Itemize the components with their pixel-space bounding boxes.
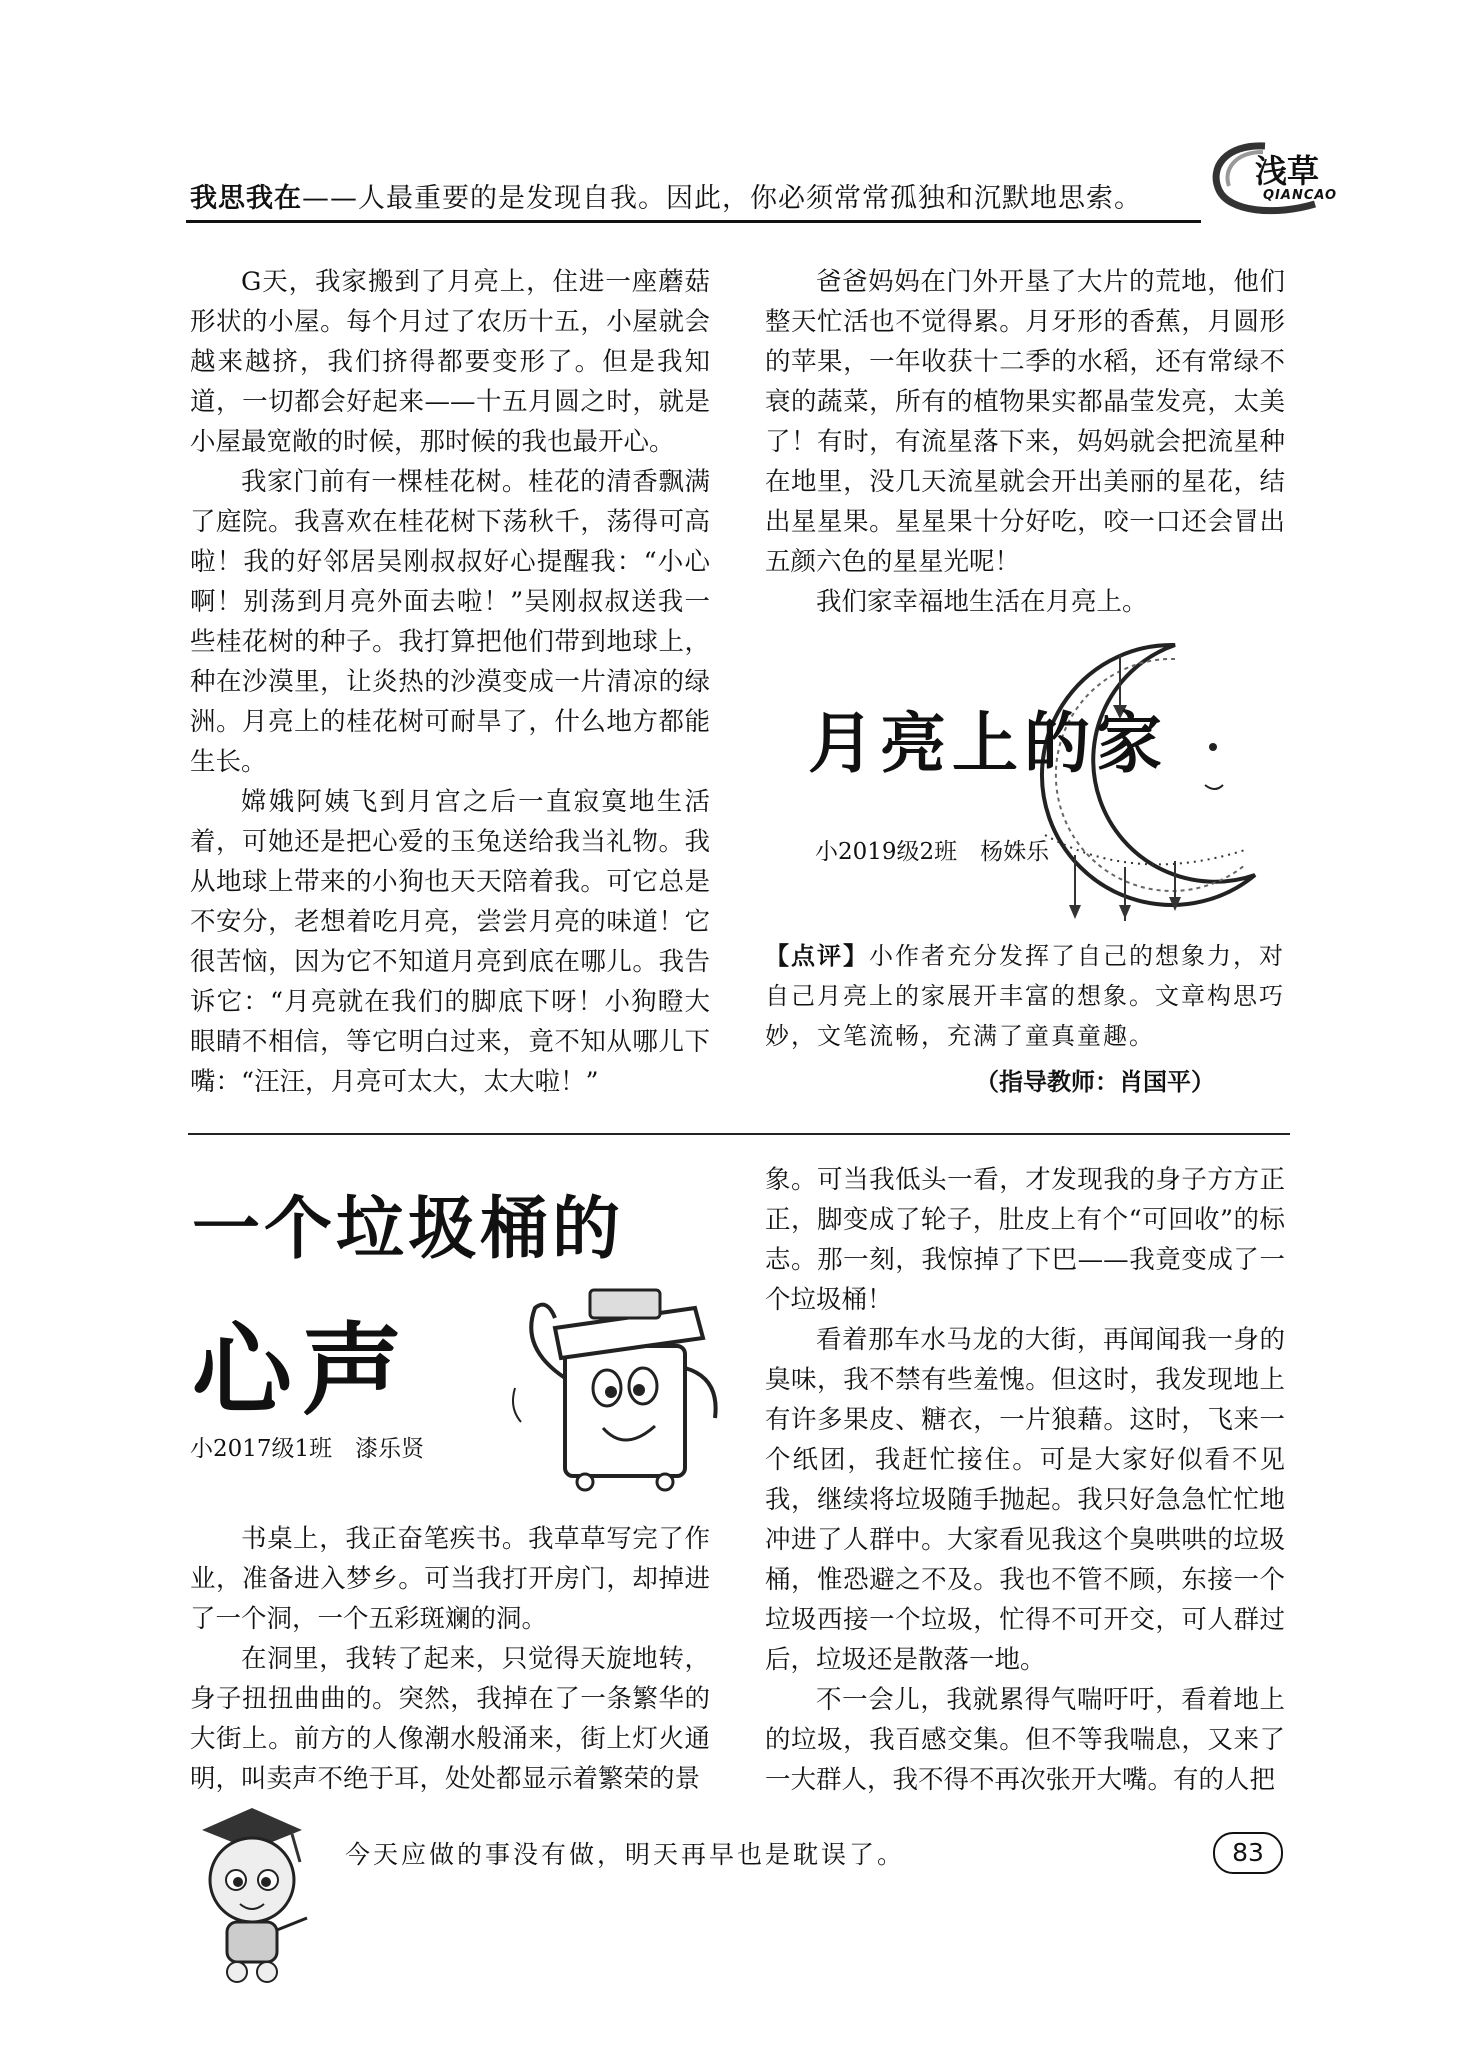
- article2-title-line1: 一个垃圾桶的: [192, 1190, 625, 1269]
- magazine-logo: [1205, 138, 1355, 218]
- logo-text: 浅草: [1255, 152, 1320, 190]
- article2-paragraph-2: 在洞里，我转了起来，只觉得天旋地转，身子扭扭曲曲的。突然，我掉在了一条繁华的大街上。前方的人像潮水般涌来，街上灯火通明，叫卖声不绝于耳，处处都显示着繁荣的景: [190, 1644, 710, 1794]
- column-name: 我思我在: [190, 183, 302, 214]
- article1-teacher: （指导教师：肖国平）: [975, 1068, 1215, 1096]
- article1-paragraph-3: 嫦娥阿姨飞到月宫之后一直寂寞地生活着，可她还是把心爱的玉兔送给我当礼物。我从地球上带来的小狗也天天陪着我。可它总是不安分，老想着吃月亮，尝尝月亮的味道！它很苦恼，因为它不知道月亮到底在哪儿。我告诉它：“月亮就在我们的脚底下呀！小狗瞪大眼睛不相信，等它明白过来，竟不知从哪儿下嘴：“汪汪，月亮可太大，太大啦！”: [190, 787, 710, 1097]
- article1-paragraph-1: G天，我家搬到了月亮上，住进一座蘑菇形状的小屋。每个月过了农历十五，小屋就会越来越挤，我们挤得都要变形了。但是我知道，一切都会好起来——十五月圆之时，就是小屋最宽敞的时候，那时候的我也最开心。: [190, 267, 710, 457]
- article2-title-line2: 心声: [192, 1312, 412, 1429]
- logo-subtext: QIANCAO: [1263, 188, 1338, 203]
- article2-paragraph-1: 书桌上，我正奋笔疾书。我草草写完了作业，准备进入梦乡。可当我打开房门，却掉进了一个洞，一个五彩斑斓的洞。: [190, 1524, 710, 1634]
- comment-text: 小作者充分发挥了自己的想象力，对自己月亮上的家展开丰富的想象。文章构思巧妙，文笔流畅，充满了童真童趣。: [765, 942, 1285, 1050]
- footer-proverb: 今天应做的事没有做，明天再早也是耽误了。: [345, 1840, 906, 1869]
- article2-column-left: [190, 1519, 710, 1799]
- article2-paragraph-2-cont: 象。可当我低头一看，才发现我的身子方方正正，脚变成了轮子，肚皮上有个“可回收”的标志。那一刻，我惊掉了下巴——我竟变成了一个垃圾桶！: [765, 1165, 1285, 1315]
- article2-author: 小2017级1班 漆乐贤: [190, 1436, 425, 1462]
- article1-column-left: [190, 262, 710, 1102]
- column-motto: ——人最重要的是发现自我。因此，你必须常常孤独和沉默地思索。: [302, 183, 1142, 214]
- article1-paragraph-5: 我们家幸福地生活在月亮上。: [816, 587, 1148, 617]
- article2-column-right: [765, 1160, 1285, 1800]
- article1-paragraph-4: 爸爸妈妈在门外开垦了大片的荒地，他们整天忙活也不觉得累。月牙形的香蕉，月圆形的苹果，一年收获十二季的水稻，还有常绿不衰的蔬菜，所有的植物果实都晶莹发亮，太美了！有时，有流星落下来，妈妈就会把流星种在地里，没几天流星就会开出美丽的星花，结出星星果。星星果十分好吃，咬一口还会冒出五颜六色的星星光呢！: [765, 267, 1285, 577]
- column-header: [190, 176, 1142, 215]
- article1-author: 小2019级2班 杨姝乐: [815, 839, 1050, 865]
- article1-comment: [765, 936, 1285, 1056]
- page-number: 83: [1213, 1832, 1283, 1874]
- section-divider: [188, 1133, 1290, 1135]
- article1-column-right: [765, 262, 1285, 622]
- article1-title: 月亮上的家: [808, 705, 1168, 782]
- article1-paragraph-2: 我家门前有一棵桂花树。桂花的清香飘满了庭院。我喜欢在桂花树下荡秋千，荡得可高啦！我的好邻居吴刚叔叔好心提醒我：“小心啊！别荡到月亮外面去啦！”吴刚叔叔送我一些桂花树的种子。我打算把他们带到地球上，种在沙漠里，让炎热的沙漠变成一片清凉的绿洲。月亮上的桂花树可耐旱了，什么地方都能生长。: [190, 467, 710, 777]
- comment-label: 【点评】: [765, 942, 869, 970]
- header-rule: [186, 220, 1201, 223]
- trash-can-mascot-icon: [495, 1268, 725, 1498]
- article2-paragraph-3: 看着那车水马龙的大街，再闻闻我一身的臭味，我不禁有些羞愧。但这时，我发现地上有许多果皮、糖衣，一片狼藉。这时，飞来一个纸团，我赶忙接住。可是大家好似看不见我，继续将垃圾随手抛起。我只好急急忙忙地冲进了人群中。大家看见我这个臭哄哄的垃圾桶，惟恐避之不及。我也不管不顾，东接一个垃圾西接一个垃圾，忙得不可开交，可人群过后，垃圾还是散落一地。: [765, 1325, 1285, 1675]
- scholar-mascot-icon: [182, 1800, 322, 1990]
- article2-paragraph-4: 不一会儿，我就累得气喘吁吁，看着地上的垃圾，我百感交集。但不等我喘息，又来了一大群人，我不得不再次张开大嘴。有的人把: [765, 1685, 1285, 1795]
